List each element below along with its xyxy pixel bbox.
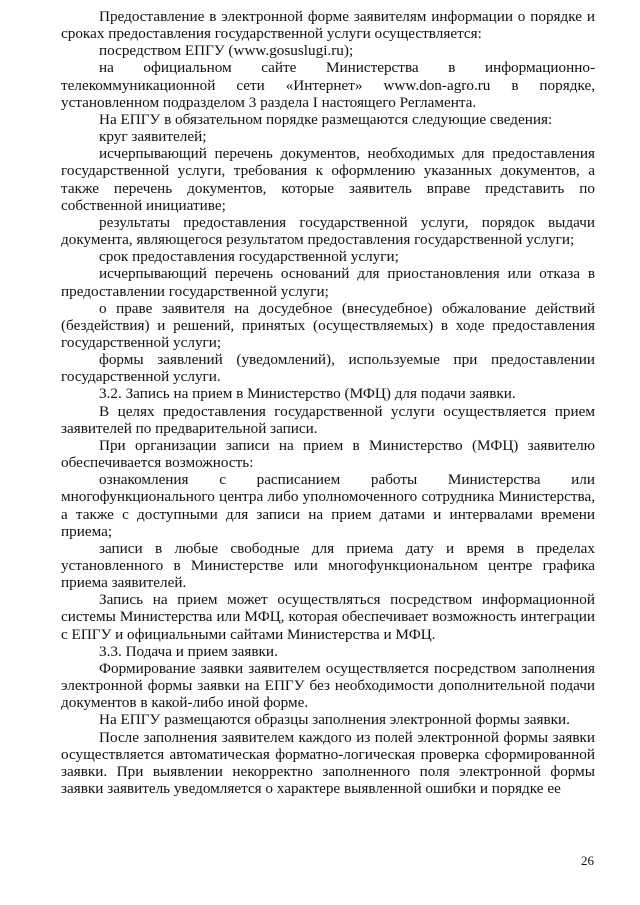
- paragraph: В целях предоставления государственной услуги осуществляется прием заявителей по предварительной записи.: [61, 402, 595, 437]
- paragraph: на официальном сайте Министерства в информационно-телекоммуникационной сети «Интернет» www.don-agro.ru в порядке, установленном подразделом 3 раздела I настоящего Регламента.: [61, 59, 595, 111]
- paragraph: посредством ЕПГУ (www.gosuslugi.ru);: [99, 42, 354, 60]
- paragraph: круг заявителей;: [99, 128, 207, 146]
- paragraph: Формирование заявки заявителем осуществляется посредством заполнения электронной формы заявки на ЕПГУ без необходимости дополнительной подачи документов в какой-либо иной форме.: [61, 659, 595, 712]
- paragraph: На ЕПГУ в обязательном порядке размещаются следующие сведения:: [99, 110, 553, 128]
- section-heading: 3.2. Запись на прием в Министерство (МФЦ) для подачи заявки.: [99, 385, 516, 403]
- page-number: 26: [581, 853, 594, 868]
- paragraph: На ЕПГУ размещаются образцы заполнения электронной формы заявки.: [99, 711, 570, 729]
- paragraph: формы заявлений (уведомлений), используемые при предоставлении государственной услуги.: [61, 351, 595, 386]
- paragraph: После заполнения заявителем каждого из полей электронной формы заявки осуществляется автоматическая форматно-логическая проверка сформированной заявки. При выявлении некорректно заполненного поля электронной формы заявки заявитель уведомляется о характере выявленной ошибки и порядке ее: [61, 728, 595, 798]
- paragraph: ознакомления с расписанием работы Министерства или многофункционального центра либо уполномоченного сотрудника Министерства, а также с доступными для записи на прием датами и интервалами времени приема;: [61, 471, 595, 540]
- paragraph: Предоставление в электронной форме заявителям информации о порядке и сроках предоставления государственной услуги осуществляется:: [61, 8, 595, 43]
- document-page: [61, 8, 595, 797]
- paragraph: результаты предоставления государственной услуги, порядок выдачи документа, являющегося результатом предоставления государственной услуги;: [61, 213, 595, 249]
- paragraph: При организации записи на прием в Министерство (МФЦ) заявителю обеспечивается возможность:: [61, 436, 595, 472]
- paragraph: исчерпывающий перечень документов, необходимых для предоставления государственной услуги, требования к оформлению указанных документов, а также перечень документов, которые заявитель вправе представить по собственной инициативе;: [61, 145, 595, 214]
- paragraph: исчерпывающий перечень оснований для приостановления или отказа в предоставлении государственной услуги;: [61, 265, 595, 300]
- paragraph: о праве заявителя на досудебное (внесудебное) обжалование действий (бездействия) и решений, принятых (осуществляемых) в ходе предоставления государственной услуги;: [61, 299, 595, 351]
- paragraph: записи в любые свободные для приема дату и время в пределах установленного в Министерстве или многофункциональном центре графика приема заявителей.: [61, 539, 595, 592]
- paragraph: срок предоставления государственной услуги;: [99, 248, 399, 266]
- paragraph: Запись на прием может осуществляться посредством информационной системы Министерства или МФЦ, которая обеспечивает возможность интеграции с ЕПГУ и официальными сайтами Министерства и МФЦ.: [61, 591, 595, 643]
- section-heading: 3.3. Подача и прием заявки.: [99, 642, 278, 660]
